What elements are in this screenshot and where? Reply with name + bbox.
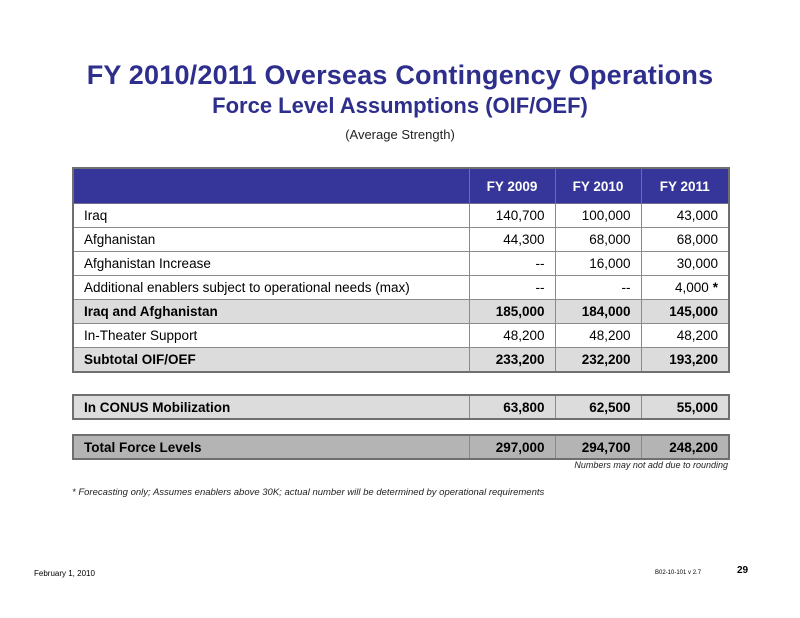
cell-fy2011: 68,000 [641,228,729,252]
cell-fy2009: 48,200 [469,324,555,348]
row-label: In-Theater Support [73,324,469,348]
footer-doc-id: B02-10-101 v 2.7 [655,570,702,576]
page-number: 29 [737,565,749,576]
conus-mobilization-table [72,394,730,420]
cell-fy2011: 145,000 [641,300,729,324]
row-label: Additional enablers subject to operational needs (max) [73,276,469,300]
table-header-row [73,168,729,204]
cell-fy2010: 68,000 [555,228,641,252]
cell-fy2010: 184,000 [555,300,641,324]
table-row [73,276,729,300]
cell-fy2010: 48,200 [555,324,641,348]
page-caption: (Average Strength) [345,127,455,142]
table-row [73,395,729,419]
cell-fy2009: 44,300 [469,228,555,252]
column-header-fy2010: FY 2010 [555,168,641,204]
cell-fy2011: 55,000 [641,395,729,419]
cell-fy2010: -- [555,276,641,300]
row-label: Total Force Levels [73,435,469,459]
row-label: Iraq [73,204,469,228]
row-label: Afghanistan [73,228,469,252]
table-row [73,228,729,252]
footer-date: February 1, 2010 [34,569,95,578]
column-header-label [73,168,469,204]
cell-fy2010: 232,200 [555,348,641,373]
cell-fy2011: 248,200 [641,435,729,459]
table-row [73,348,729,373]
table-row [73,324,729,348]
cell-fy2010: 62,500 [555,395,641,419]
cell-fy2011 [641,276,729,300]
cell-fy2009: 140,700 [469,204,555,228]
cell-fy2010: 100,000 [555,204,641,228]
rounding-note: Numbers may not add due to rounding [574,460,728,470]
cell-fy2009: -- [469,276,555,300]
page-title: FY 2010/2011 Overseas Contingency Operations [86,60,714,90]
cell-fy2009: -- [469,252,555,276]
footnote-marker: * [712,280,718,295]
force-level-table [72,167,730,373]
total-force-table [72,434,730,460]
column-header-fy2011: FY 2011 [641,168,729,204]
cell-fy2011: 30,000 [641,252,729,276]
cell-fy2009: 63,800 [469,395,555,419]
row-label: Afghanistan Increase [73,252,469,276]
table-row [73,300,729,324]
table-row [73,252,729,276]
table-row [73,435,729,459]
row-label: In CONUS Mobilization [73,395,469,419]
cell-fy2011: 193,200 [641,348,729,373]
cell-fy2010: 294,700 [555,435,641,459]
cell-fy2011: 43,000 [641,204,729,228]
cell-fy2009: 297,000 [469,435,555,459]
cell-fy2009: 185,000 [469,300,555,324]
cell-fy2009: 233,200 [469,348,555,373]
cell-fy2011: 48,200 [641,324,729,348]
cell-value: 4,000 [674,280,709,295]
table-row [73,204,729,228]
cell-fy2010: 16,000 [555,252,641,276]
row-label: Iraq and Afghanistan [73,300,469,324]
column-header-fy2009: FY 2009 [469,168,555,204]
row-label: Subtotal OIF/OEF [73,348,469,373]
footnote: * Forecasting only; Assumes enablers above 30K; actual number will be determined by operational requirements [72,487,545,498]
page-subtitle: Force Level Assumptions (OIF/OEF) [212,93,588,118]
